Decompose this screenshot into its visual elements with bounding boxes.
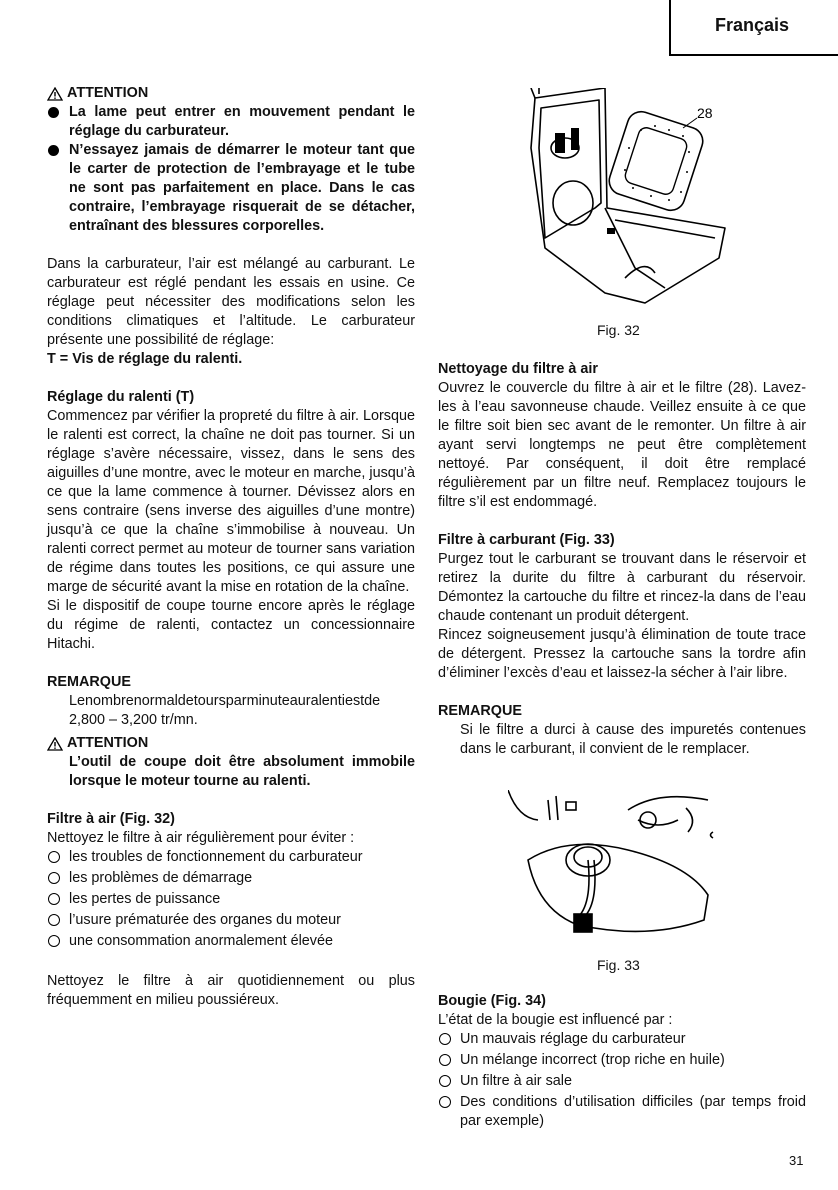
screw-line: T = Vis de réglage du ralenti. xyxy=(47,351,243,367)
circle-bullet-icon xyxy=(48,872,60,884)
fig-33-illustration xyxy=(508,790,723,940)
circle-bullet-icon xyxy=(439,1075,451,1087)
circle-bullet-icon xyxy=(48,851,60,863)
attention-heading xyxy=(47,84,415,103)
circle-bullet-icon xyxy=(439,1033,451,1045)
list-item: les troubles de fonctionnement du carburateur xyxy=(47,848,415,869)
right-column-bottom xyxy=(438,992,806,1131)
remarque-heading: REMARQUE xyxy=(47,674,131,690)
language-tab xyxy=(669,0,838,56)
idle-heading: Réglage du ralenti (T) xyxy=(47,389,195,405)
list-item: Un filtre à air sale xyxy=(438,1072,806,1093)
spark-intro: L’état de la bougie est influencé par : xyxy=(438,1012,673,1028)
clean-paragraph: Ouvrez le couvercle du filtre à air et le filtre (28). Lavez-les à l’eau savonneuse chaude. Veillez ensuite à ce que le filtre soit bien sec avant de le remonter. Un filtre à air ayant servi longtemps ne peut être complètement nettoyé. Par conséquent, il doit être remplacé régulièrement par un filtre neuf. Remplacez toujours le filtre s’il est endommagé. xyxy=(438,380,806,510)
warning-triangle-icon xyxy=(47,87,63,101)
fuel-paragraph: Purgez tout le carburant se trouvant dans le réservoir et retirez la durite du filtre à carburant du réservoir. Démontez la cartouche du filtre et rincez-la dans de l’eau chaude contenant un produit détergent. xyxy=(438,551,806,624)
warning-triangle-icon xyxy=(47,737,63,751)
fuel-filter-drawing xyxy=(508,790,723,940)
clean-heading: Nettoyage du filtre à air xyxy=(438,361,598,377)
list-item: les pertes de puissance xyxy=(47,890,415,911)
language-label: Français xyxy=(715,15,790,35)
intro-paragraph: Dans la carburateur, l’air est mélangé au carburant. Le carburateur est réglé pendant les essais en usine. Ce réglage peut nécessiter des modifications selon les conditions climatiques et l’altitude. Le carburateur présente une possibilité de réglage: xyxy=(47,256,415,348)
filter-daily: Nettoyez le filtre à air quotidiennement ou plus fréquemment en milieu poussiéreux. xyxy=(47,973,415,1008)
remarque-heading: REMARQUE xyxy=(438,703,522,719)
fig-33-caption: Fig. 33 xyxy=(597,957,640,973)
fig-32-illustration xyxy=(505,88,735,313)
bullet-dot-icon xyxy=(48,145,59,156)
fuel-heading: Filtre à carburant (Fig. 33) xyxy=(438,532,615,548)
remarque-text: Lenombrenormaldetoursparminuteauralentiestde 2,800 – 3,200 tr/mn. xyxy=(69,693,381,728)
list-item: Des conditions d’utilisation difficiles (par temps froid par exemple) xyxy=(438,1093,806,1131)
list-item: une consommation anormalement élevée xyxy=(47,932,415,953)
right-column-top xyxy=(438,360,806,759)
left-column xyxy=(47,84,415,1010)
fig-32-caption: Fig. 32 xyxy=(597,322,640,338)
attention-item: N’essayez jamais de démarrer le moteur tant que le carter de protection de l’embrayage et le tube ne sont pas parfaitement en place. Dans le cas contraire, l’embrayage risquerait de se détacher, entraînant des blessures corporelles. xyxy=(47,141,415,236)
circle-bullet-icon xyxy=(48,893,60,905)
list-item: Un mauvais réglage du carburateur xyxy=(438,1030,806,1051)
attention-text: L’outil de coupe doit être absolument immobile lorsque le moteur tourne au ralenti. xyxy=(69,754,415,789)
fig-32-callout: 28 xyxy=(697,105,713,121)
spark-heading: Bougie (Fig. 34) xyxy=(438,993,546,1009)
remarque-text: Si le filtre a durci à cause des impuretés contenues dans le carburant, il convient de le remplacer. xyxy=(460,722,806,757)
attention-title: ATTENTION xyxy=(67,85,149,101)
circle-bullet-icon xyxy=(48,914,60,926)
idle-paragraph-2: Si le dispositif de coupe tourne encore après le réglage du régime de ralenti, contactez un concessionnaire Hitachi. xyxy=(47,598,415,652)
circle-bullet-icon xyxy=(439,1054,451,1066)
page-number: 31 xyxy=(789,1153,804,1168)
circle-bullet-icon xyxy=(48,935,60,947)
fuel-paragraph-2: Rincez soigneusement jusqu’à élimination de toute trace de détergent. Pressez la cartouche sans la tordre afin d’éliminer l’excès d’eau et laissez-la sécher à l’air libre. xyxy=(438,627,806,681)
circle-bullet-icon xyxy=(439,1096,451,1108)
filter-intro: Nettoyez le filtre à air régulièrement pour éviter : xyxy=(47,830,355,846)
air-filter-drawing xyxy=(505,88,735,313)
bullet-dot-icon xyxy=(48,107,59,118)
list-item: l’usure prématurée des organes du moteur xyxy=(47,911,415,932)
list-item: les problèmes de démarrage xyxy=(47,869,415,890)
attention-item: La lame peut entrer en mouvement pendant le réglage du carburateur. xyxy=(47,103,415,141)
list-item: Un mélange incorrect (trop riche en huile) xyxy=(438,1051,806,1072)
filter-heading: Filtre à air (Fig. 32) xyxy=(47,811,175,827)
attention-heading-2: ATTENTION xyxy=(47,734,415,753)
idle-paragraph: Commencez par vérifier la propreté du filtre à air. Lorsque le ralenti est correct, la chaîne ne doit pas tourner. Si un réglage s’avère nécessaire, vissez, dans le sens des aiguilles d’une montre, avec le moteur en marche, jusqu’à ce que la lame commence à tourner. Dévissez alors en sens contraire (sens inverse des aiguilles d’une montre) jusqu’à ce que la chaîne s’immobilise à nouveau. Un ralenti correct permet au moteur de tourner sans variation de régime dans toutes les positions, ce qui assure une marge de sécurité avant la mise en rotation de la chaîne. xyxy=(47,408,415,595)
